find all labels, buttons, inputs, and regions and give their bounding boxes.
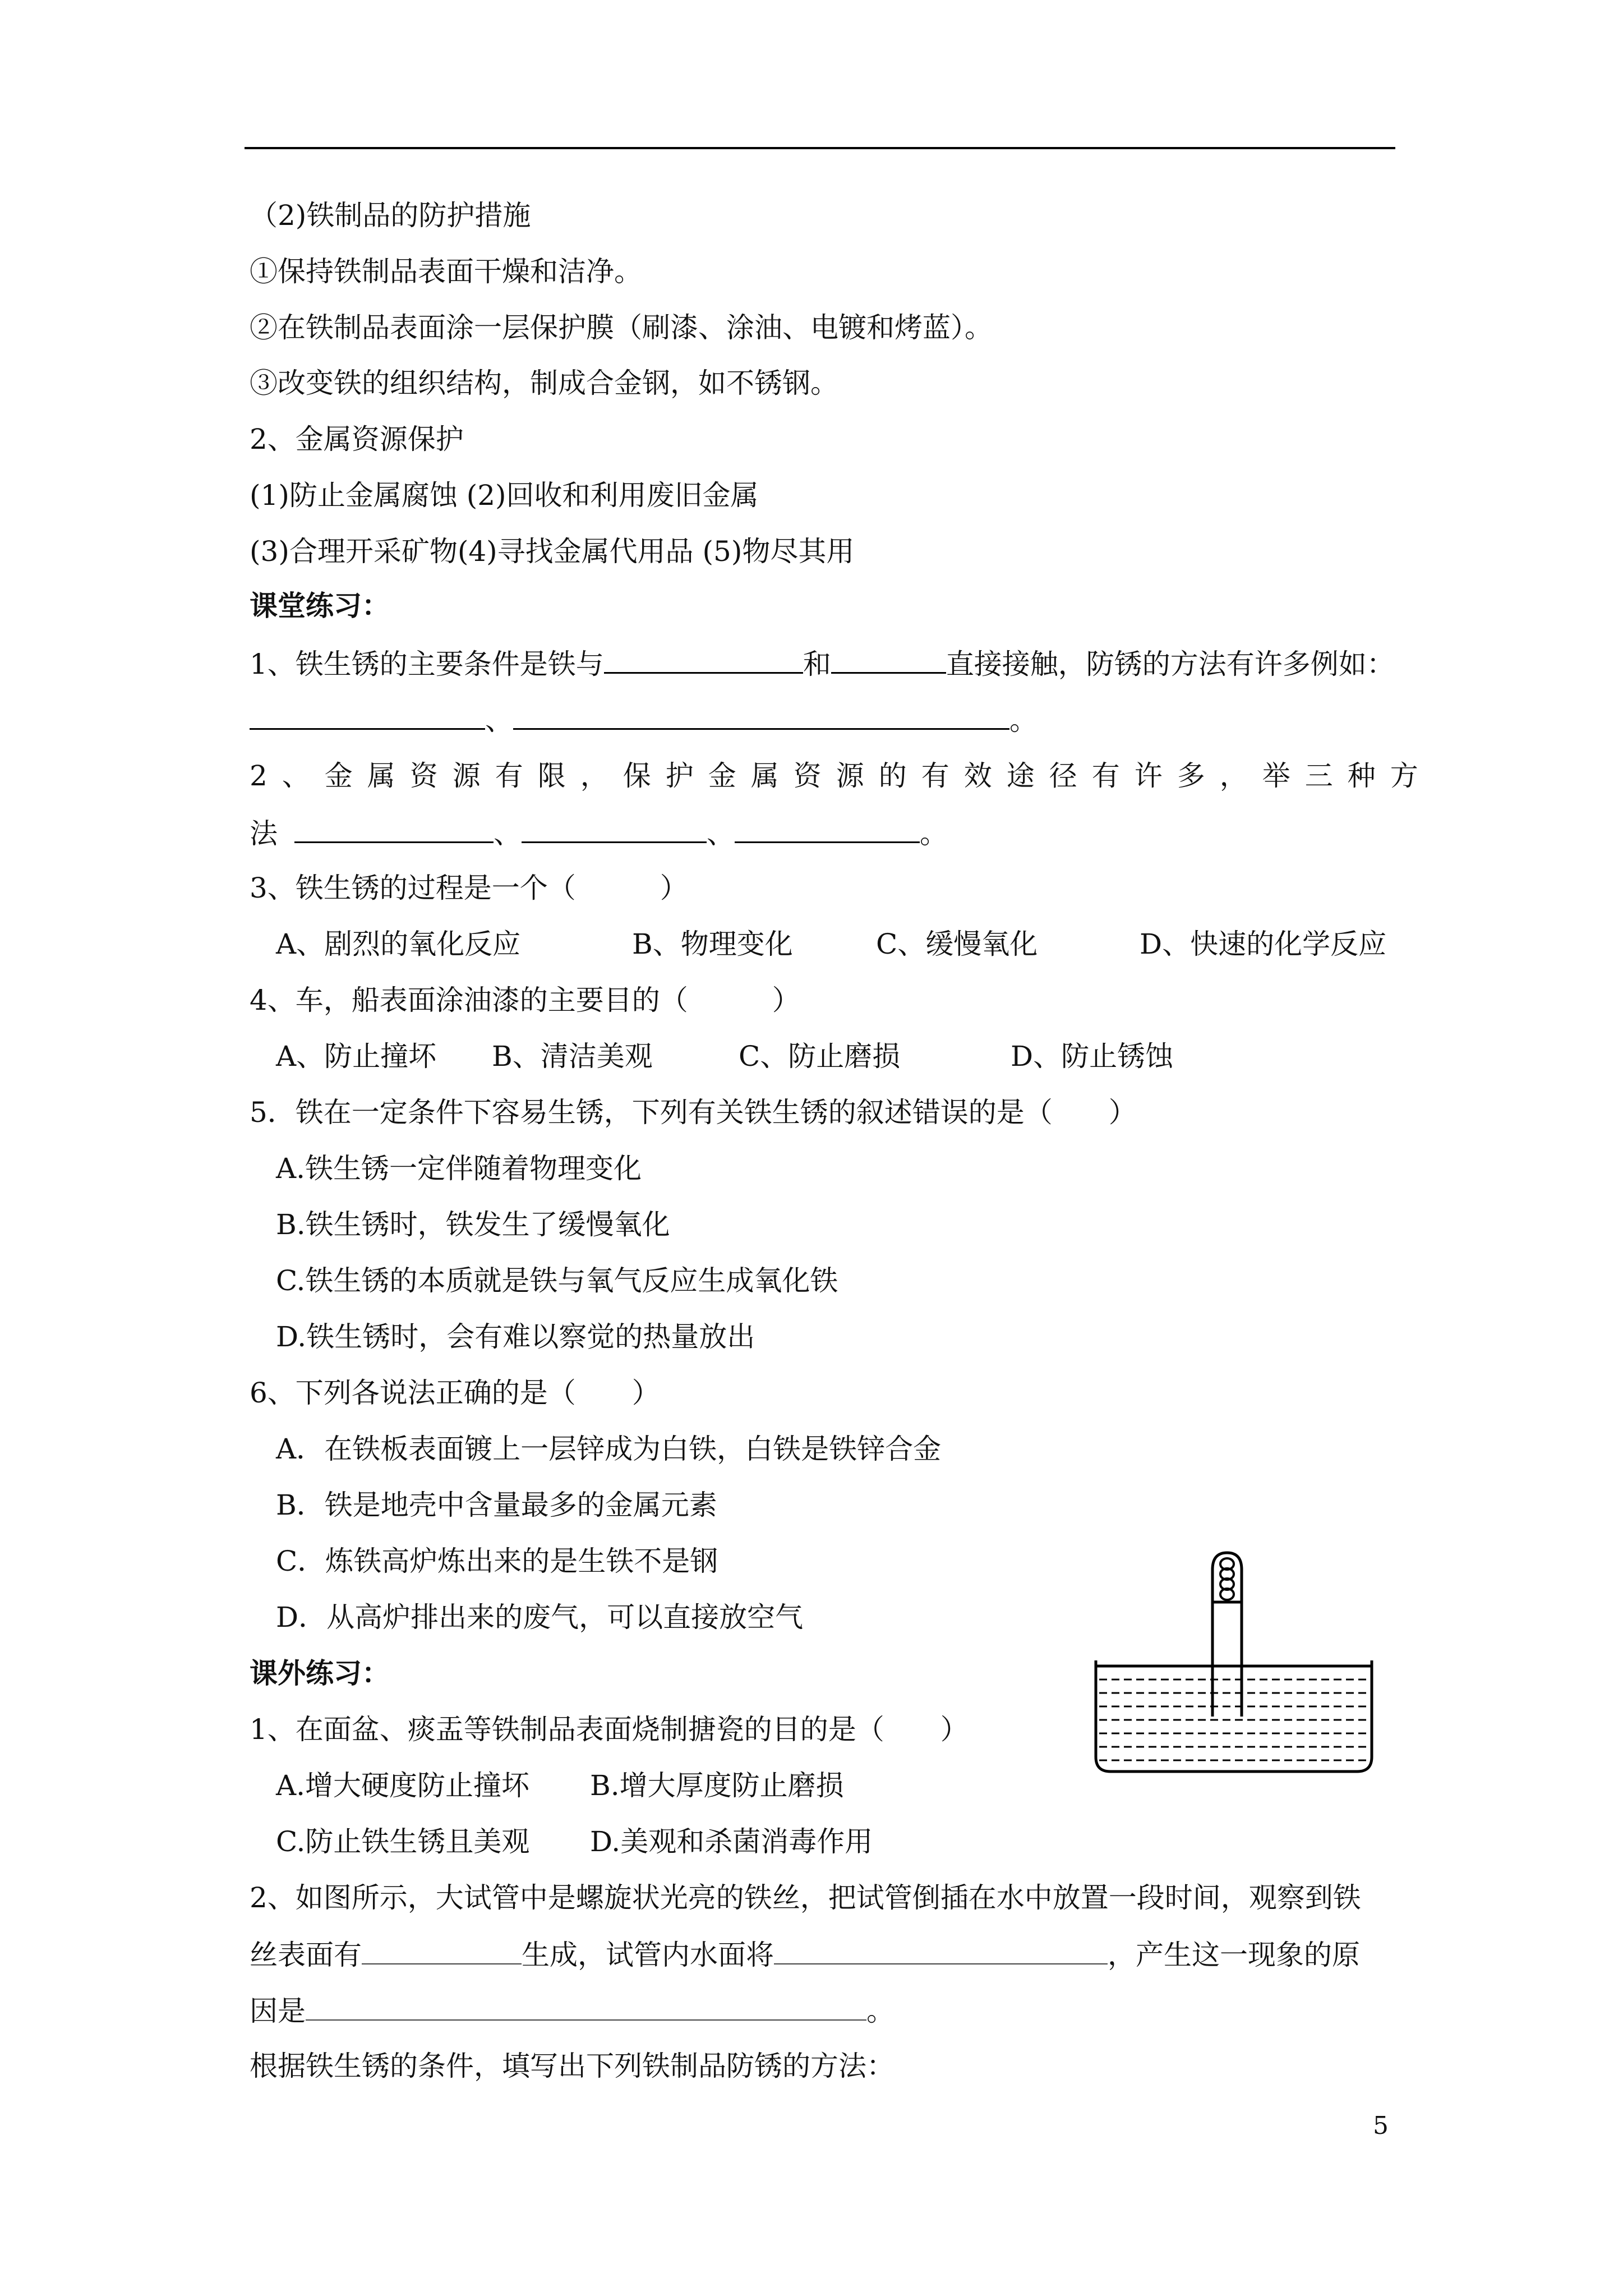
water-basin bbox=[1096, 1660, 1372, 1772]
q2-text-d: 、 bbox=[707, 817, 735, 850]
q2-line1: 2、金属资源有限，保护金属资源的有效途径有许多，举三种方 bbox=[250, 760, 1433, 792]
h1-option-b: B.增大厚度防止磨损 bbox=[590, 1769, 844, 1802]
h1-option-d: D.美观和杀菌消毒作用 bbox=[590, 1825, 873, 1858]
q1-blank-3[interactable] bbox=[250, 700, 485, 730]
q5-stem: 5．铁在一定条件下容易生锈，下列有关铁生锈的叙述错误的是（ ） bbox=[250, 1096, 1137, 1129]
h2-text-d: ，产生这一现象的原 bbox=[1108, 1939, 1360, 1971]
line-measure-1: ①保持铁制品表面干燥和洁净。 bbox=[250, 255, 642, 288]
line-resource-title: 2、金属资源保护 bbox=[250, 423, 464, 455]
q1-text-d: 、 bbox=[485, 704, 513, 737]
q5-option-a: A.铁生锈一定伴随着物理变化 bbox=[276, 1152, 642, 1185]
q2-text-e: 。 bbox=[920, 817, 948, 850]
q2-blank-3[interactable] bbox=[735, 813, 920, 843]
h2-text-e: 因是 bbox=[250, 1995, 306, 2027]
q3-option-d: D、快速的化学反应 bbox=[1140, 928, 1387, 960]
q3-option-a: A、剧烈的氧化反应 bbox=[276, 928, 521, 960]
q4-option-b: B、清洁美观 bbox=[492, 1040, 653, 1073]
section-homework: 课外练习： bbox=[250, 1657, 390, 1690]
q1-text-a: 1、铁生锈的主要条件是铁与 bbox=[250, 648, 604, 680]
page-number: 5 bbox=[1373, 2111, 1389, 2140]
q6-stem: 6、下列各说法正确的是（ ） bbox=[250, 1377, 660, 1409]
line-measure-2: ②在铁制品表面涂一层保护膜（刷漆、涂油、电镀和烤蓝）。 bbox=[250, 311, 993, 344]
h2-blank-2[interactable] bbox=[774, 1935, 1108, 1964]
q4-stem: 4、车，船表面涂油漆的主要目的（ ） bbox=[250, 984, 800, 1016]
h2-text-c: 生成，试管内水面将 bbox=[522, 1939, 774, 1971]
line-resource-2: (3)合理开采矿物(4)寻找金属代用品 (5)物尽其用 bbox=[250, 535, 855, 568]
last-line: 根据铁生锈的条件，填写出下列铁制品防锈的方法： bbox=[250, 2050, 895, 2082]
line-measure-3: ③改变铁的组织结构，制成合金钢，如不锈钢。 bbox=[250, 367, 838, 399]
h1-options-row1 bbox=[276, 1767, 844, 1804]
section-classwork: 课堂练习： bbox=[250, 589, 390, 622]
header-rule bbox=[245, 147, 1395, 149]
line-protect-title: （2)铁制品的防护措施 bbox=[250, 199, 531, 232]
q3-option-c: C、缓慢氧化 bbox=[876, 928, 1038, 960]
h2-text-b: 丝表面有 bbox=[250, 1939, 362, 1971]
iron-wire-coil bbox=[1220, 1558, 1234, 1600]
h1-option-c: C.防止铁生锈且美观 bbox=[276, 1825, 530, 1858]
q1-line2 bbox=[250, 700, 1038, 739]
q6-option-d: D．从高炉排出来的废气，可以直接放空气 bbox=[276, 1601, 804, 1634]
water-lines bbox=[1099, 1680, 1368, 1760]
q5-option-b: B.铁生锈时，铁发生了缓慢氧化 bbox=[276, 1208, 670, 1241]
h2-line1: 2、如图所示，大试管中是螺旋状光亮的铁丝，把试管倒插在水中放置一段时间，观察到铁 bbox=[250, 1881, 1361, 1914]
q1-line1 bbox=[250, 644, 1395, 683]
q6-option-b: B．铁是地壳中含量最多的金属元素 bbox=[276, 1489, 717, 1521]
h1-options-row2 bbox=[276, 1823, 873, 1860]
q3-options bbox=[276, 926, 1386, 963]
h2-line3 bbox=[250, 1991, 895, 2030]
q1-blank-2[interactable] bbox=[831, 644, 946, 674]
q1-text-b: 和 bbox=[803, 648, 831, 680]
q2-line2 bbox=[250, 813, 948, 852]
q2-blank-1[interactable] bbox=[294, 813, 494, 843]
q3-stem: 3、铁生锈的过程是一个（ ） bbox=[250, 872, 688, 904]
q1-text-e: 。 bbox=[1009, 704, 1038, 737]
q1-blank-1[interactable] bbox=[604, 644, 803, 674]
h2-blank-1[interactable] bbox=[362, 1935, 522, 1964]
q2-text-c: 、 bbox=[494, 817, 522, 850]
q4-option-d: D、防止锈蚀 bbox=[1011, 1040, 1174, 1073]
q2-text-b: 法 bbox=[250, 817, 278, 850]
h2-text-f: 。 bbox=[866, 1995, 895, 2027]
line-resource-1: (1)防止金属腐蚀 (2)回收和利用废旧金属 bbox=[250, 479, 759, 512]
q5-option-c: C.铁生锈的本质就是铁与氧气反应生成氧化铁 bbox=[276, 1264, 838, 1297]
q4-options bbox=[276, 1038, 1173, 1075]
q1-blank-4[interactable] bbox=[513, 700, 1009, 730]
q2-blank-2[interactable] bbox=[522, 813, 707, 843]
q5-option-d: D.铁生锈时，会有难以察觉的热量放出 bbox=[276, 1320, 755, 1353]
test-tube bbox=[1212, 1553, 1242, 1717]
q4-option-c: C、防止磨损 bbox=[739, 1040, 901, 1073]
q6-option-c: C．炼铁高炉炼出来的是生铁不是钢 bbox=[276, 1545, 718, 1577]
h2-line2 bbox=[250, 1935, 1360, 1973]
test-tube-in-water-figure bbox=[1088, 1548, 1380, 1784]
q6-option-a: A．在铁板表面镀上一层锌成为白铁，白铁是铁锌合金 bbox=[276, 1433, 942, 1465]
h1-stem: 1、在面盆、痰盂等铁制品表面烧制搪瓷的目的是（ ） bbox=[250, 1713, 969, 1746]
h1-option-a: A.增大硬度防止撞坏 bbox=[276, 1769, 530, 1802]
q1-text-c: 直接接触，防锈的方法有许多例如： bbox=[946, 648, 1395, 680]
q3-option-b: B、物理变化 bbox=[632, 928, 793, 960]
q4-option-a: A、防止撞坏 bbox=[276, 1040, 437, 1073]
h2-blank-3[interactable] bbox=[306, 1991, 866, 2021]
